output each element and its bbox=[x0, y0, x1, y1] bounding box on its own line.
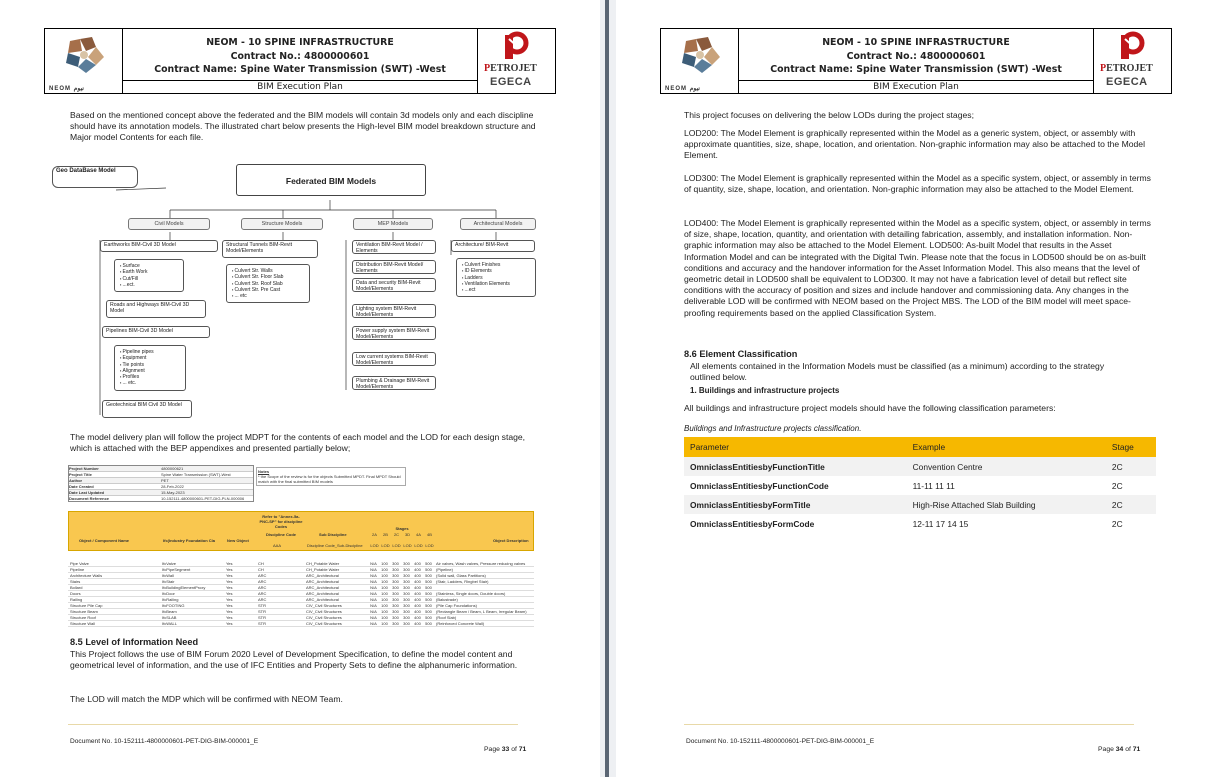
mdp-refer-note: Refer to "Annex-5a-PNC-SP" for discipline Codes bbox=[259, 514, 303, 529]
mdp-desc-cell: (Reinforced Concrete Wall) bbox=[436, 621, 485, 626]
mdp-lod-cell: 500 bbox=[425, 591, 432, 596]
table-cell: 11-11 11 11 bbox=[912, 480, 955, 491]
mdp-lod-cell: 500 bbox=[425, 561, 432, 566]
structure-models-box: Structure Models bbox=[241, 218, 323, 230]
mdp-lod-cell: 300 bbox=[392, 561, 399, 566]
mdp-table bbox=[68, 465, 534, 635]
table-header-row bbox=[684, 437, 1156, 457]
earthworks-item: ▪ Cut/Fill bbox=[120, 276, 179, 282]
table-cell: OmniclassEntitiesbyFormTitle bbox=[684, 495, 907, 514]
table-row bbox=[684, 495, 1156, 514]
mdp-stage-codes bbox=[369, 532, 435, 537]
section-8-6-heading: 8.6 Element Classification bbox=[684, 349, 798, 359]
structure-item: ▪ ... etc bbox=[232, 293, 305, 299]
pipelines-item: ▪ Alignment bbox=[120, 368, 181, 374]
mdp-cell: ARC bbox=[258, 585, 267, 590]
header-line3: Contract Name: Spine Water Transmission (SWT) -West bbox=[770, 64, 1062, 75]
mdp-desc-cell: (Roof Slab) bbox=[436, 615, 457, 620]
mdp-lod: LOD bbox=[414, 543, 423, 548]
petrojet-egeca-logo: PETROJET EGECA bbox=[1093, 29, 1171, 94]
mdp-lod-cell: 500 bbox=[425, 567, 432, 572]
mdp-cell: STR bbox=[258, 603, 266, 608]
page-right bbox=[616, 0, 1216, 777]
mdp-desc-cell: (Pipeline) bbox=[436, 567, 453, 572]
mep-item-box: Distribution BIM-Revit Model/ Elements bbox=[352, 260, 436, 274]
roads-box: Roads and Highways BIM-Civil 3D Model bbox=[106, 300, 206, 318]
earthworks-item: ▪ ...ect. bbox=[120, 282, 179, 288]
delivery-paragraph: The model delivery plan will follow the project MDPT for the contents of each model and the LOD for each design stage, which is attached with the BEP appendixes and presented partially below; bbox=[70, 432, 526, 454]
mdp-stage: 2B bbox=[383, 532, 388, 537]
mdp-lod-cell: 300 bbox=[392, 621, 399, 626]
mdp-cell: Yes bbox=[226, 615, 233, 620]
mdp-cell: CH_Potable Water bbox=[306, 567, 340, 572]
mdp-cell: Structure Beam bbox=[70, 609, 98, 614]
mdp-lod-cell: N/A bbox=[370, 573, 377, 578]
mdp-project-info bbox=[68, 465, 254, 502]
buildings-subheading: 1. Buildings and infrastructure projects bbox=[690, 386, 840, 395]
mdp-info-value: 28-Feb-2022 bbox=[161, 484, 184, 489]
mdp-lod-cell: 300 bbox=[392, 585, 399, 590]
page-number bbox=[484, 746, 526, 753]
mdp-lod-cell: 100 bbox=[381, 603, 388, 608]
mdp-cell: ARC bbox=[258, 573, 267, 578]
mdp-info-value: 4800000621 bbox=[161, 466, 184, 471]
mdp-lod-cell: 400 bbox=[414, 579, 421, 584]
document-number: Document No. 10-152111-4800000601-PET-DIG-BIM-000001_E bbox=[70, 738, 259, 745]
mdp-lod-cell: 400 bbox=[414, 615, 421, 620]
arch-item: ▪ Ventilation Elements bbox=[462, 281, 531, 287]
header-subtitle: BIM Execution Plan bbox=[873, 82, 959, 92]
mdp-cell: STR bbox=[258, 621, 266, 626]
document-number: Document No. 10-152111-4800000601-PET-DIG-BIM-000001_E bbox=[686, 738, 875, 745]
mep-item-box: Ventilation BIM-Revit Model / Elements bbox=[352, 240, 436, 254]
mdp-cell: CIV_Civil Structures bbox=[306, 603, 342, 608]
header-titles bbox=[739, 29, 1093, 81]
mdp-notes-title: Notes bbox=[258, 469, 270, 474]
mdp-cell: ARC_Architectural bbox=[306, 573, 339, 578]
mdp-lod-cell: 300 bbox=[403, 579, 410, 584]
mdp-cell: Stairs bbox=[70, 579, 81, 584]
section-8-5-paragraph: This Project follows the use of BIM Forum 2020 Level of Development Specification, to define the model content and geometrical level of information, and the use of IFC Entities and Property Sets to define the alphanumeric information. bbox=[70, 649, 518, 671]
mdp-col-object: Object / Component Name bbox=[79, 538, 130, 543]
mdp-lod-cell: 500 bbox=[425, 621, 432, 626]
mdp-cell: Pipe Valve bbox=[70, 561, 89, 566]
civil-models-box: Civil Models bbox=[128, 218, 210, 230]
mdp-lod-cell: 300 bbox=[392, 615, 399, 620]
earthworks-item: ▪ Surface bbox=[120, 263, 179, 269]
mdp-lod-cell: 300 bbox=[392, 597, 399, 602]
arch-model-box: Architecture/ BIM-Revit bbox=[451, 240, 535, 252]
mdp-lod-cell: 300 bbox=[392, 609, 399, 614]
page-of: of bbox=[1125, 746, 1131, 753]
section-8-5-heading: 8.5 Level of Information Need bbox=[70, 637, 199, 647]
mep-item-box: Power supply system BIM-Revit Model/Elements bbox=[352, 326, 436, 340]
pipelines-item: ▪ Pipeline pipes bbox=[120, 349, 181, 355]
mdp-cell: ARC_Architectural bbox=[306, 597, 339, 602]
mdp-aaa: AAA bbox=[273, 543, 282, 548]
neom-arabic: نيوم bbox=[689, 86, 700, 92]
mdp-notes bbox=[256, 467, 406, 486]
mdp-lod-cell: 100 bbox=[381, 621, 388, 626]
mdp-cell: Yes bbox=[226, 591, 233, 596]
table-cell: 2C bbox=[1111, 518, 1123, 529]
pipelines-box: Pipelines BIM-Civil 3D Model bbox=[102, 326, 210, 338]
mdp-lod-cell: 100 bbox=[381, 579, 388, 584]
page-number bbox=[1098, 746, 1140, 753]
mdp-lod-cell: N/A bbox=[370, 609, 377, 614]
arch-item: ▪ Culvert Finishes bbox=[462, 262, 531, 268]
mdp-desc-cell: (Solid wall, Glass Partitions) bbox=[436, 573, 486, 578]
mdp-lod-cell: N/A bbox=[370, 585, 377, 590]
mdp-info-key: Project Number bbox=[69, 466, 99, 471]
mdp-cell: Yes bbox=[226, 597, 233, 602]
structure-item: ▪ Culvert Str. Roof Slab bbox=[232, 281, 305, 287]
header-line2: Contract No.: 4800000601 bbox=[230, 50, 370, 62]
mdp-cell: Yes bbox=[226, 567, 233, 572]
mdp-info-value: 15-May-2023 bbox=[161, 490, 185, 495]
mdp-stage: 3D bbox=[404, 532, 411, 537]
page-header bbox=[44, 28, 556, 94]
mdp-notes-text: * the Scope of the review is for the objects Submitted MPDT. Final MPDT Should match with the final submitted BIM models bbox=[258, 474, 401, 484]
mdp-lod-cell: 100 bbox=[381, 561, 388, 566]
neom-text: NEOM bbox=[49, 86, 71, 92]
mdp-lod-cell: 100 bbox=[381, 573, 388, 578]
table-cell: 12-11 17 14 15 bbox=[912, 518, 969, 529]
egeca-text: EGECA bbox=[1106, 76, 1148, 88]
petrojet-text: ETROJET bbox=[1106, 63, 1153, 74]
mdp-lod-cell: 500 bbox=[425, 573, 432, 578]
page-header bbox=[660, 28, 1172, 94]
pipelines-item: ▪ ... etc. bbox=[120, 380, 181, 386]
mdp-lod-cell: 300 bbox=[392, 591, 399, 596]
structure-item: ▪ Culvert Str. Floor Slab bbox=[232, 274, 305, 280]
mdp-lod-cell: 500 bbox=[425, 615, 432, 620]
mdp-cell: Structure Roof bbox=[70, 615, 96, 620]
page-of: of bbox=[511, 746, 517, 753]
table-cell: 2C bbox=[1106, 495, 1156, 514]
mdp-cell: Yes bbox=[226, 573, 233, 578]
mdp-lod-cell: 400 bbox=[414, 609, 421, 614]
mdp-lod-cell: 400 bbox=[414, 621, 421, 626]
mdp-lod-cell: N/A bbox=[370, 579, 377, 584]
mdp-lod-cell: 100 bbox=[381, 597, 388, 602]
classification-paragraph: All buildings and infrastructure project models should have the following classification parameters: bbox=[684, 403, 1056, 413]
mdp-lod-labels bbox=[369, 543, 435, 548]
mdp-sub-hint: Discipline Code_Sub-Discipline bbox=[307, 543, 363, 548]
mdp-cell: Bollard bbox=[70, 585, 83, 590]
mep-item-box: Low current systems BIM-Revit Model/Elements bbox=[352, 352, 436, 366]
lod-mdp-paragraph: The LOD will match the MDP which will be confirmed with NEOM Team. bbox=[70, 694, 343, 704]
mdp-cell: IfcRailing bbox=[162, 597, 179, 602]
mdp-cell: ARC_Architectural bbox=[306, 579, 339, 584]
arch-models-box: Architectural Models bbox=[460, 218, 536, 230]
mdp-cell: Structure Wall bbox=[70, 621, 95, 626]
mdp-cell: Architecture Walls bbox=[70, 573, 103, 578]
bim-breakdown-chart bbox=[46, 160, 546, 445]
mdp-info-key: Date Last Updated bbox=[69, 490, 105, 495]
petrojet-egeca-logo: PETROJET EGECA bbox=[477, 29, 555, 94]
header-line2: Contract No.: 4800000601 bbox=[846, 50, 986, 62]
arch-item: ▪ ID Elements bbox=[462, 268, 531, 274]
page-divider bbox=[600, 0, 616, 777]
mdp-info-key: Author bbox=[69, 478, 83, 483]
structure-list bbox=[226, 264, 310, 303]
mdp-lod-cell: 300 bbox=[403, 567, 410, 572]
section-8-6-paragraph: All elements contained in the Information Models must be classified (as a minimum) according to the strategy outlined below. bbox=[690, 361, 1105, 383]
mdp-cell: IfcSLAB bbox=[162, 615, 177, 620]
mdp-desc-cell: (Pile Cap Foundations) bbox=[436, 603, 477, 608]
mdp-lod-cell: 300 bbox=[403, 573, 410, 578]
lod300-paragraph: LOD300: The Model Element is graphically represented within the Model as a specific system, object, or assembly in terms of quantity, size, shape, location, and orientation. Non-graphic information may also be attached to the Model Element. bbox=[684, 173, 1151, 195]
lod400-500-paragraph: LOD400: The Model Element is graphically represented within the Model as a specific system, object, or assembly in terms of size, shape, location, quantity, and orientation with detailing fabrication, assembly, and installation information. Non-graphic information may also be attached to the Model Element. LOD500: As-built Model that results in the Asset Information Model and can be integrated with the Digital Twin. Please note that the focus in LOD500 should be on as-built conditions and accuracy and the handover information for the Asset Information Model. This also means that the level of geometric detail in LOD500 shall be equivalent to LOD300. It may not have a fabrication level of detail but reflect site conditions with the accuracy of position and sizes and include handover and commissioning data. Any changes in the deliverable LOD will be confirmed with NEOM based on the Project MBS. The LOD of the BIM model will meet space-proofing requirements based on the applied Classification System. bbox=[684, 218, 1151, 318]
mdp-col-ifc: Ifc(Industry Foundation Cla bbox=[163, 538, 215, 543]
mep-models-box: MEP Models bbox=[353, 218, 433, 230]
mep-item-box: Plumbing & Drainage BIM-Revit Model/Elements bbox=[352, 376, 436, 390]
mdp-desc-cell: Air valves, Wash valves, Pressure reducing valves bbox=[436, 561, 526, 566]
mdp-lod-cell: 400 bbox=[414, 567, 421, 572]
mdp-col-sub: Sub Discipline bbox=[319, 532, 347, 537]
mdp-lod-cell: 400 bbox=[414, 591, 421, 596]
mdp-header-band bbox=[68, 511, 534, 551]
mdp-cell: STR bbox=[258, 609, 266, 614]
neom-logo bbox=[661, 29, 739, 94]
structural-model-box: Structural Tunnels BIM-Revit Model/Elements bbox=[222, 240, 318, 258]
mdp-cell: Doors bbox=[70, 591, 81, 596]
geotech-box: Geotechnical BIM Civil 3D Model bbox=[102, 400, 192, 418]
structure-item: ▪ Culvert Str. Walls bbox=[232, 268, 305, 274]
mdp-lod-cell: 100 bbox=[381, 609, 388, 614]
pipelines-item: ▪ Profiles bbox=[120, 374, 181, 380]
mdp-cell: CH bbox=[258, 561, 264, 566]
table-cell: 2C bbox=[1111, 480, 1123, 491]
mdp-stage: 2A bbox=[372, 532, 377, 537]
mdp-cell: ARC_Architectural bbox=[306, 591, 339, 596]
mep-item-box: Lighting system BIM-Revit Model/Elements bbox=[352, 304, 436, 318]
mdp-rows bbox=[68, 561, 534, 627]
lod-intro: This project focuses on delivering the below LODs during the project stages; bbox=[684, 110, 974, 120]
earthworks-list bbox=[114, 259, 184, 292]
mdp-col-disc: Discipline Code bbox=[265, 532, 296, 537]
mdp-lod-cell: 400 bbox=[414, 603, 421, 608]
mdp-lod-cell: 100 bbox=[381, 591, 388, 596]
mdp-lod-cell: 300 bbox=[392, 567, 399, 572]
intro-paragraph: Based on the mentioned concept above the federated and the BIM models will contain 3d models only and each discipline should have its annotation models. The illustrated chart below presents the High-level BIM model breakdown structure and Major model Contents for each file. bbox=[70, 110, 536, 143]
mdp-stage: 4A bbox=[416, 532, 421, 537]
mdp-desc-cell: (Stainless, Single doors, Double doors) bbox=[436, 591, 506, 596]
table-cell: Convention Centre bbox=[907, 457, 1106, 476]
footer-rule bbox=[684, 724, 1134, 725]
arch-list bbox=[456, 258, 536, 297]
mdp-lod-cell: 300 bbox=[403, 609, 410, 614]
page-label: Page bbox=[1098, 746, 1114, 753]
mdp-cell: ARC bbox=[258, 597, 267, 602]
mdp-lod-cell: 300 bbox=[403, 621, 410, 626]
mdp-lod-cell: 100 bbox=[381, 615, 388, 620]
header-line3: Contract Name: Spine Water Transmission (SWT) -West bbox=[154, 64, 446, 75]
page-total: 71 bbox=[518, 746, 527, 753]
mdp-cell: IfcPipeSegment bbox=[162, 567, 191, 572]
mdp-lod-cell: N/A bbox=[370, 615, 377, 620]
neom-logo bbox=[45, 29, 123, 94]
mdp-cell: Yes bbox=[226, 621, 233, 626]
table-header: Parameter bbox=[684, 437, 907, 457]
geo-database-box: Geo DataBase Model bbox=[52, 166, 138, 188]
mep-item-box: Data and security BIM-Revit Model/Elements bbox=[352, 278, 436, 292]
mdp-cell: CIV_Civil Structures bbox=[306, 621, 342, 626]
arch-item: ▪ Ladders bbox=[462, 275, 531, 281]
page-num: 34 bbox=[1115, 746, 1124, 753]
mdp-cell: CIV_Civil Structures bbox=[306, 615, 342, 620]
mdp-stage: 4B bbox=[427, 532, 432, 537]
mdp-lod-cell: 300 bbox=[392, 603, 399, 608]
table-cell: 2C bbox=[1106, 457, 1156, 476]
mdp-cell: IfcWALL bbox=[162, 621, 177, 626]
mdp-lod-cell: 300 bbox=[403, 585, 410, 590]
mdp-lod-cell: 300 bbox=[392, 579, 399, 584]
mdp-info-key: Date Created bbox=[69, 484, 94, 489]
mdp-lod-cell: 100 bbox=[381, 567, 388, 572]
page-total: 71 bbox=[1132, 746, 1141, 753]
mdp-cell: Yes bbox=[226, 561, 233, 566]
mdp-cell: ARC_Architectural bbox=[306, 585, 339, 590]
mdp-lod-cell: N/A bbox=[370, 621, 377, 626]
mdp-info-value: Spine Water Transmission (SWT)-West bbox=[161, 472, 231, 477]
mdp-info-value: PET bbox=[161, 478, 169, 483]
mdp-desc-cell: (Rectangle Beam / Beam, L Beam, Irregular Beam) bbox=[436, 609, 527, 614]
mdp-lod-cell: 400 bbox=[414, 597, 421, 602]
mdp-cell: ARC bbox=[258, 591, 267, 596]
mdp-cell: IfcFOOTING bbox=[162, 603, 185, 608]
mdp-cell: CH_Potable Water bbox=[306, 561, 340, 566]
mdp-lod-cell: 500 bbox=[425, 603, 432, 608]
mdp-lod: LOD bbox=[425, 543, 434, 548]
mdp-lod-cell: 400 bbox=[414, 561, 421, 566]
footer-rule bbox=[68, 724, 518, 725]
table-row bbox=[684, 476, 1156, 495]
table-row bbox=[684, 457, 1156, 476]
mdp-lod-cell: 500 bbox=[425, 597, 432, 602]
mdp-col-stages: Stages bbox=[395, 526, 409, 531]
mdp-lod-cell: 500 bbox=[425, 609, 432, 614]
classification-table bbox=[684, 437, 1156, 533]
mdp-info-key: Document Reference bbox=[69, 496, 110, 501]
mdp-lod: LOD bbox=[392, 543, 401, 548]
neom-arabic: نيوم bbox=[73, 86, 84, 92]
mdp-cell: CH bbox=[258, 567, 264, 572]
egeca-text: EGECA bbox=[490, 76, 532, 88]
mdp-cell: Railing bbox=[70, 597, 83, 602]
table-header: Stage bbox=[1106, 437, 1156, 457]
pipelines-item: ▪ Equipment bbox=[120, 355, 181, 361]
pipelines-item: ▪ Tie points bbox=[120, 362, 181, 368]
mdp-lod-cell: 100 bbox=[381, 585, 388, 590]
mdp-cell: Yes bbox=[226, 585, 233, 590]
neom-text: NEOM bbox=[665, 86, 687, 92]
mdp-lod-cell: N/A bbox=[370, 561, 377, 566]
page-left bbox=[0, 0, 600, 777]
table-cell: OmniclassEntitiesbyFunctionCode bbox=[690, 480, 829, 491]
mdp-cell: IfcBuildingElementProxy bbox=[162, 585, 206, 590]
mdp-cell: Structure Pile Cap bbox=[70, 603, 103, 608]
mdp-cell: Yes bbox=[226, 609, 233, 614]
header-line1: NEOM - 10 SPINE INFRASTRUCTURE bbox=[206, 37, 394, 48]
federated-box: Federated BIM Models bbox=[236, 164, 426, 196]
mdp-desc-cell: (Balustrade) bbox=[436, 597, 458, 602]
mdp-cell: IfcBeam bbox=[162, 609, 177, 614]
header-subtitle: BIM Execution Plan bbox=[257, 82, 343, 92]
mdp-lod-cell: 300 bbox=[403, 615, 410, 620]
mdp-row bbox=[68, 621, 534, 627]
earthworks-item: ▪ Earth Work bbox=[120, 269, 179, 275]
table-row bbox=[684, 514, 1156, 533]
mdp-info-value: 10-152111-4800000601-PET-DIG-PLN-000006 bbox=[161, 496, 245, 501]
mdp-lod-cell: 500 bbox=[425, 579, 432, 584]
mdp-cell: Pipeline bbox=[70, 567, 85, 572]
mdp-col-desc: Object Description bbox=[493, 538, 529, 543]
mdp-cell: IfcDoor bbox=[162, 591, 175, 596]
mdp-lod-cell: N/A bbox=[370, 603, 377, 608]
mdp-lod-cell: 400 bbox=[414, 585, 421, 590]
mdp-desc-cell: (Stair, Ladders, Ringbel Stair) bbox=[436, 579, 489, 584]
page-num: 33 bbox=[501, 746, 510, 753]
lod200-paragraph: LOD200: The Model Element is graphically represented within the Model as a generic system, object, or assembly with approximate quantities, size, shape, location, and orientation. Non-graphic information may also be attached to the Model Element. bbox=[684, 128, 1145, 161]
mdp-cell: CIV_Civil Structures bbox=[306, 609, 342, 614]
mdp-lod-cell: N/A bbox=[370, 591, 377, 596]
header-titles bbox=[123, 29, 477, 81]
mdp-lod-cell: 300 bbox=[403, 561, 410, 566]
mdp-cell: IfcWall bbox=[162, 573, 174, 578]
pipelines-list bbox=[114, 345, 186, 391]
mdp-lod-cell: 300 bbox=[403, 591, 410, 596]
mdp-cell: Yes bbox=[226, 603, 233, 608]
table-cell: OmniclassEntitiesbyFormCode bbox=[690, 518, 815, 529]
mdp-lod-cell: 400 bbox=[414, 573, 421, 578]
mdp-lod-cell: 300 bbox=[403, 603, 410, 608]
mdp-lod: LOD bbox=[381, 543, 390, 548]
mdp-lod-cell: 500 bbox=[425, 585, 432, 590]
mdp-lod-cell: N/A bbox=[370, 597, 377, 602]
table-cell: OmniclassEntitiesbyFunctionTitle bbox=[684, 457, 907, 476]
page-label: Page bbox=[484, 746, 500, 753]
mdp-cell: STR bbox=[258, 615, 266, 620]
petrojet-text: ETROJET bbox=[490, 63, 537, 74]
earthworks-box: Earthworks BIM-Civil 3D Model bbox=[100, 240, 218, 252]
mdp-cell: IfcValve bbox=[162, 561, 176, 566]
table-header: Example bbox=[907, 437, 1106, 457]
mdp-lod-cell: 300 bbox=[392, 573, 399, 578]
mdp-cell: Yes bbox=[226, 579, 233, 584]
mdp-info-key: Project Title bbox=[69, 472, 92, 477]
mdp-lod-cell: 300 bbox=[403, 597, 410, 602]
header-line1: NEOM - 10 SPINE INFRASTRUCTURE bbox=[822, 37, 1010, 48]
mdp-stage: 2C bbox=[393, 532, 400, 537]
mdp-lod: LOD bbox=[370, 543, 379, 548]
arch-item: ▪ ...ect bbox=[462, 287, 531, 293]
table-cell: High-Rise Attached Slab Building bbox=[907, 495, 1106, 514]
mdp-lod-cell: N/A bbox=[370, 567, 377, 572]
structure-item: ▪ Culvert Str. Pre Cast bbox=[232, 287, 305, 293]
mdp-cell: ARC bbox=[258, 579, 267, 584]
mdp-cell: IfcStair bbox=[162, 579, 175, 584]
table-caption: Buildings and Infrastructure projects classification. bbox=[684, 424, 862, 433]
mdp-lod: LOD bbox=[403, 543, 412, 548]
mdp-col-new: New Object bbox=[227, 538, 249, 543]
